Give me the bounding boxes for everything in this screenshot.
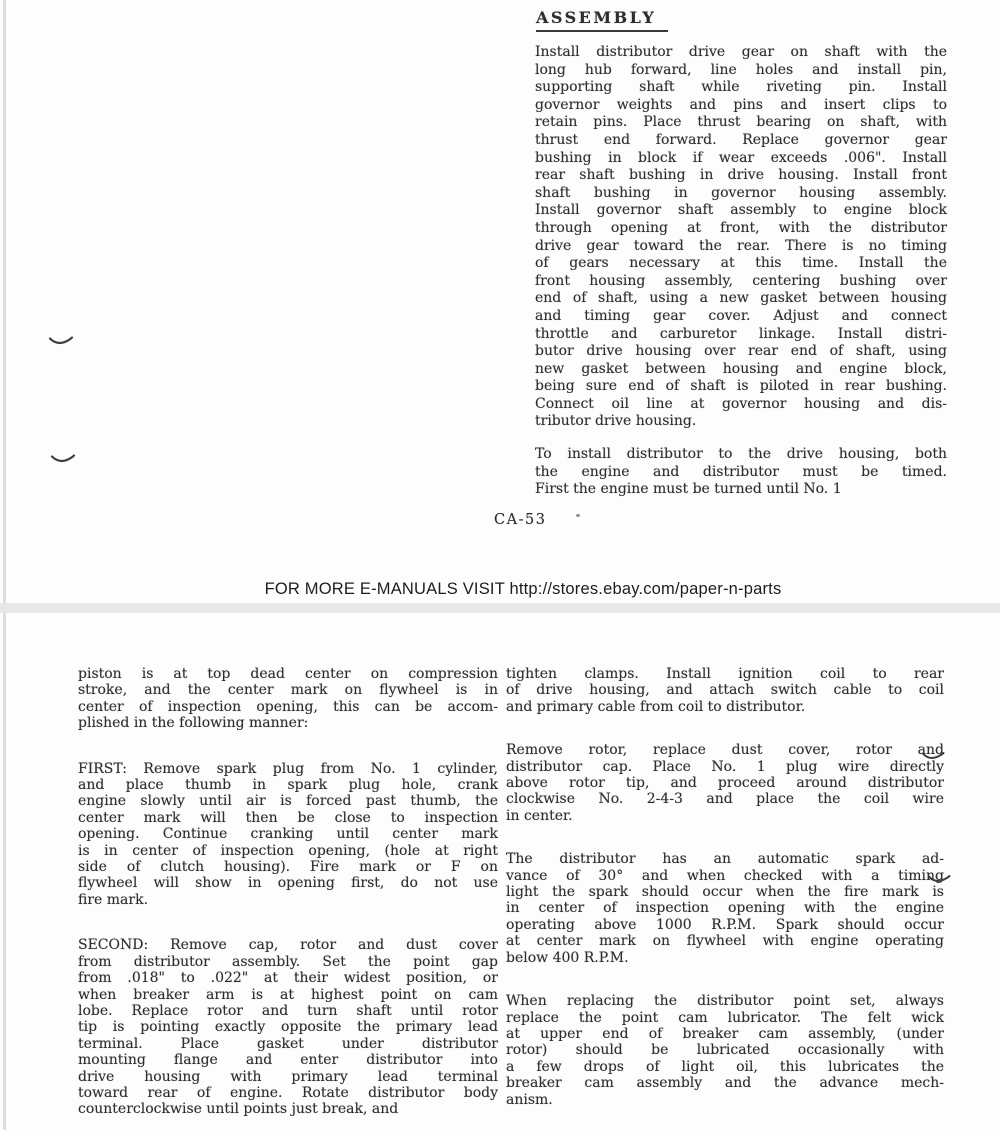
text-line: and place thumb in spark plug hole, crank — [78, 777, 498, 794]
text-line: retain pins. Place thrust bearing on shaft, with — [535, 114, 947, 131]
text-line: light the spark should occur when the fire mark is — [506, 884, 944, 901]
text-line: tributor drive housing. — [535, 413, 697, 430]
text-line: side of clutch housing). Fire mark or F on — [78, 859, 498, 876]
paragraph — [78, 666, 498, 732]
page2-right-column — [506, 666, 944, 1108]
text-line: Connect oil line at governor housing and dis- — [535, 395, 947, 412]
text-line: butor drive housing over rear end of shaft, using — [535, 343, 947, 360]
text-line: and primary cable from coil to distributor. — [506, 698, 806, 715]
paragraph — [535, 446, 947, 499]
text-line: center of inspection opening, this can be accom- — [78, 698, 498, 715]
text-line: SECOND: Remove cap, rotor and dust cover — [78, 937, 498, 954]
text-line: opening. Continue cranking until center mark — [78, 826, 498, 843]
text-line: below 400 R.P.M. — [506, 949, 629, 966]
text-line: flywheel will show in opening first, do not use — [78, 875, 498, 892]
text-line: at upper end of breaker cam assembly, (under — [506, 1025, 944, 1042]
text-line: drive gear toward the rear. There is no timing — [535, 237, 947, 254]
text-line: distributor cap. Place No. 1 plug wire directly — [506, 758, 944, 775]
text-line: supporting shaft while riveting pin. Install — [535, 79, 947, 96]
text-line: replace the point cam lubricator. The felt wick — [506, 1009, 944, 1026]
text-line: plished in the following manner: — [78, 715, 309, 732]
paragraph — [535, 44, 947, 431]
text-line: governor weights and pins and insert clips to — [535, 96, 947, 113]
paragraph — [78, 761, 498, 909]
text-line: toward rear of engine. Rotate distributor body — [78, 1084, 498, 1101]
text-line: engine slowly until air is forced past thumb, the — [78, 793, 498, 810]
scan-artifact-dot — [576, 514, 580, 517]
text-line: thrust end forward. Replace governor gear — [535, 131, 947, 148]
text-line: center mark will then be close to inspection — [78, 809, 498, 826]
paragraph — [506, 666, 944, 715]
text-line: fire mark. — [78, 891, 149, 908]
page2-left-column — [78, 666, 498, 1118]
page-separator-band — [0, 603, 1000, 613]
dash-mark-icon — [921, 750, 947, 762]
text-line: vance of 30° and when checked with a timing — [506, 867, 944, 884]
text-line: the engine and distributor must be timed. — [535, 463, 947, 480]
text-line: Remove rotor, replace dust cover, rotor and — [506, 742, 944, 759]
page1-text-column — [535, 44, 947, 499]
text-line: from .018" to .022" at their widest position, or — [78, 970, 498, 987]
text-line: long hub forward, line holes and install pin, — [535, 61, 947, 78]
paragraph — [506, 851, 944, 966]
text-line: when breaker arm is at highest point on cam — [78, 986, 498, 1003]
text-line: in center. — [506, 807, 573, 824]
text-line: Install governor shaft assembly to engine block — [535, 202, 947, 219]
text-line: terminal. Place gasket under distributor — [78, 1035, 498, 1052]
text-line: To install distributor to the drive housing, both — [535, 446, 947, 463]
text-line: is in center of inspection opening, (hole at right — [78, 842, 498, 859]
ebay-footer-text: FOR MORE E-MANUALS VISIT http://stores.ebay.com/paper-n-parts — [264, 580, 782, 598]
text-line: of drive housing, and attach switch cable to coil — [506, 682, 944, 699]
text-line: anism. — [506, 1091, 553, 1108]
text-line: being sure end of shaft is piloted in rear bushing. — [535, 378, 947, 395]
page-number: CA-53 — [494, 512, 547, 528]
text-line: of gears necessary at this time. Install the — [535, 255, 947, 272]
text-line: bushing in block if wear exceeds .006". Install — [535, 149, 947, 166]
text-line: a few drops of light oil, this lubricates the — [506, 1058, 944, 1075]
text-line: front housing assembly, centering bushing over — [535, 272, 947, 289]
text-line: shaft bushing in governor housing assembly. — [535, 184, 947, 201]
text-line: tighten clamps. Install ignition coil to rear — [506, 666, 944, 682]
text-line: The distributor has an automatic spark ad- — [506, 851, 944, 868]
paragraph — [506, 742, 944, 824]
text-line: through opening at front, with the distributor — [535, 219, 947, 236]
text-line: rear shaft bushing in drive housing. Install front — [535, 167, 947, 184]
text-line: from distributor assembly. Set the point gap — [78, 953, 498, 970]
text-line: new gasket between housing and engine block, — [535, 360, 947, 377]
paragraph — [78, 937, 498, 1117]
text-line: operating above 1000 R.P.M. Spark should occur — [506, 916, 944, 933]
dash-mark-icon — [48, 334, 74, 346]
text-line: FIRST: Remove spark plug from No. 1 cylinder, — [78, 760, 498, 777]
text-line: piston is at top dead center on compression — [78, 666, 498, 682]
text-line: rotor) should be lubricated occasionally with — [506, 1042, 944, 1059]
text-line: in center of inspection opening with the engine — [506, 900, 944, 917]
paragraph — [506, 993, 944, 1108]
text-line: drive housing with primary lead terminal — [78, 1068, 498, 1085]
text-line: counterclockwise until points just break, and — [78, 1101, 399, 1118]
text-line: tip is pointing exactly opposite the primary lead — [78, 1019, 498, 1036]
text-line: When replacing the distributor point set, always — [506, 993, 944, 1010]
scan-left-edge-line — [3, 0, 6, 1130]
text-line: lobe. Replace rotor and turn shaft until rotor — [78, 1002, 498, 1019]
text-line: clockwise No. 2-4-3 and place the coil wire — [506, 791, 944, 808]
text-line: breaker cam assembly and the advance mech- — [506, 1075, 944, 1092]
text-line: throttle and carburetor linkage. Install distri- — [535, 325, 947, 342]
text-line: stroke, and the center mark on flywheel is in — [78, 682, 498, 699]
text-line: Install distributor drive gear on shaft with the — [535, 44, 947, 60]
assembly-heading: ASSEMBLY — [536, 8, 668, 32]
text-line: First the engine must be turned until No. 1 — [535, 481, 842, 498]
text-line: mounting flange and enter distributor into — [78, 1052, 498, 1069]
text-line: end of shaft, using a new gasket between housing — [535, 290, 947, 307]
dash-mark-icon — [50, 452, 76, 464]
text-line: above rotor tip, and proceed around distributor — [506, 775, 944, 792]
dash-mark-icon — [927, 873, 953, 885]
text-line: at center mark on flywheel with engine operating — [506, 933, 944, 950]
text-line: and timing gear cover. Adjust and connect — [535, 307, 947, 324]
